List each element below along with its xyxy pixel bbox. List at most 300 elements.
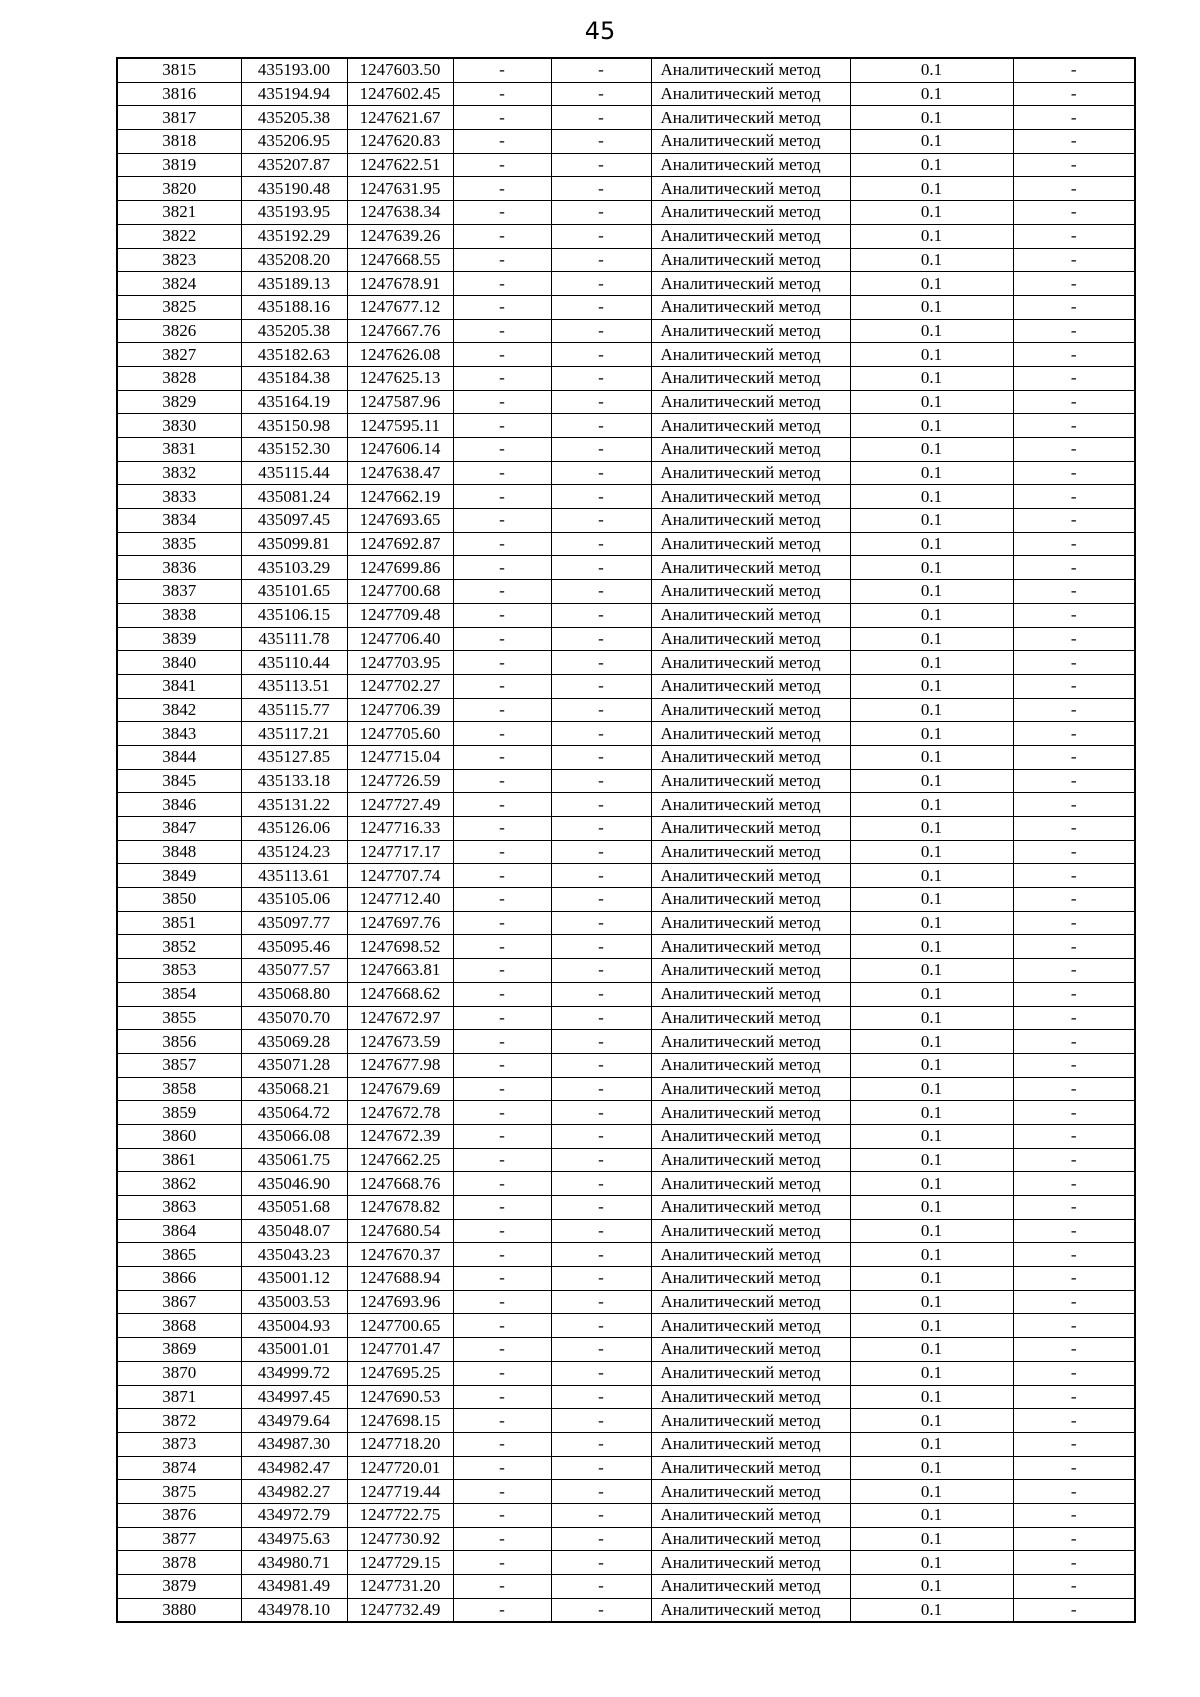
dash-cell-1: - bbox=[453, 485, 551, 509]
y-coordinate-cell: 1247638.47 bbox=[347, 461, 453, 485]
y-coordinate-cell: 1247695.25 bbox=[347, 1361, 453, 1385]
point-number-cell: 3837 bbox=[117, 580, 241, 604]
accuracy-cell: 0.1 bbox=[850, 414, 1013, 438]
table-row bbox=[117, 82, 1135, 106]
dash-cell-2: - bbox=[551, 698, 651, 722]
method-cell: Аналитический метод bbox=[651, 82, 850, 106]
table-row bbox=[117, 698, 1135, 722]
dash-cell-2: - bbox=[551, 1219, 651, 1243]
dash-cell-3: - bbox=[1013, 1456, 1135, 1480]
dash-cell-2: - bbox=[551, 438, 651, 462]
method-cell: Аналитический метод bbox=[651, 1290, 850, 1314]
x-coordinate-cell: 435188.16 bbox=[241, 295, 347, 319]
x-coordinate-cell: 435046.90 bbox=[241, 1172, 347, 1196]
point-number-cell: 3863 bbox=[117, 1196, 241, 1220]
dash-cell-2: - bbox=[551, 1409, 651, 1433]
dash-cell-1: - bbox=[453, 1124, 551, 1148]
table-row bbox=[117, 651, 1135, 675]
table-row bbox=[117, 1338, 1135, 1362]
y-coordinate-cell: 1247726.59 bbox=[347, 769, 453, 793]
table-row bbox=[117, 674, 1135, 698]
x-coordinate-cell: 435001.12 bbox=[241, 1267, 347, 1291]
method-cell: Аналитический метод bbox=[651, 840, 850, 864]
y-coordinate-cell: 1247732.49 bbox=[347, 1598, 453, 1622]
accuracy-cell: 0.1 bbox=[850, 1361, 1013, 1385]
method-cell: Аналитический метод bbox=[651, 1409, 850, 1433]
dash-cell-1: - bbox=[453, 248, 551, 272]
dash-cell-2: - bbox=[551, 82, 651, 106]
accuracy-cell: 0.1 bbox=[850, 1385, 1013, 1409]
table-row bbox=[117, 817, 1135, 841]
y-coordinate-cell: 1247677.98 bbox=[347, 1053, 453, 1077]
dash-cell-3: - bbox=[1013, 1503, 1135, 1527]
point-number-cell: 3866 bbox=[117, 1267, 241, 1291]
point-number-cell: 3857 bbox=[117, 1053, 241, 1077]
dash-cell-1: - bbox=[453, 1267, 551, 1291]
dash-cell-3: - bbox=[1013, 1432, 1135, 1456]
dash-cell-1: - bbox=[453, 532, 551, 556]
dash-cell-1: - bbox=[453, 343, 551, 367]
y-coordinate-cell: 1247722.75 bbox=[347, 1503, 453, 1527]
y-coordinate-cell: 1247603.50 bbox=[347, 58, 453, 82]
dash-cell-2: - bbox=[551, 1172, 651, 1196]
table-row bbox=[117, 414, 1135, 438]
dash-cell-1: - bbox=[453, 1361, 551, 1385]
table-row bbox=[117, 959, 1135, 983]
table-row bbox=[117, 1432, 1135, 1456]
accuracy-cell: 0.1 bbox=[850, 1006, 1013, 1030]
method-cell: Аналитический метод bbox=[651, 366, 850, 390]
method-cell: Аналитический метод bbox=[651, 1456, 850, 1480]
dash-cell-1: - bbox=[453, 1409, 551, 1433]
table-row bbox=[117, 1243, 1135, 1267]
x-coordinate-cell: 434980.71 bbox=[241, 1551, 347, 1575]
dash-cell-1: - bbox=[453, 82, 551, 106]
method-cell: Аналитический метод bbox=[651, 1385, 850, 1409]
dash-cell-1: - bbox=[453, 1503, 551, 1527]
table-row bbox=[117, 1551, 1135, 1575]
method-cell: Аналитический метод bbox=[651, 1196, 850, 1220]
method-cell: Аналитический метод bbox=[651, 414, 850, 438]
dash-cell-2: - bbox=[551, 272, 651, 296]
table-row bbox=[117, 1148, 1135, 1172]
dash-cell-1: - bbox=[453, 509, 551, 533]
point-number-cell: 3842 bbox=[117, 698, 241, 722]
dash-cell-3: - bbox=[1013, 1148, 1135, 1172]
method-cell: Аналитический метод bbox=[651, 58, 850, 82]
point-number-cell: 3879 bbox=[117, 1575, 241, 1599]
accuracy-cell: 0.1 bbox=[850, 295, 1013, 319]
accuracy-cell: 0.1 bbox=[850, 58, 1013, 82]
method-cell: Аналитический метод bbox=[651, 911, 850, 935]
x-coordinate-cell: 435097.77 bbox=[241, 911, 347, 935]
accuracy-cell: 0.1 bbox=[850, 1148, 1013, 1172]
dash-cell-2: - bbox=[551, 651, 651, 675]
x-coordinate-cell: 435190.48 bbox=[241, 177, 347, 201]
y-coordinate-cell: 1247692.87 bbox=[347, 532, 453, 556]
point-number-cell: 3872 bbox=[117, 1409, 241, 1433]
x-coordinate-cell: 434978.10 bbox=[241, 1598, 347, 1622]
x-coordinate-cell: 435103.29 bbox=[241, 556, 347, 580]
x-coordinate-cell: 435099.81 bbox=[241, 532, 347, 556]
x-coordinate-cell: 435206.95 bbox=[241, 130, 347, 154]
point-number-cell: 3834 bbox=[117, 509, 241, 533]
y-coordinate-cell: 1247672.39 bbox=[347, 1124, 453, 1148]
y-coordinate-cell: 1247703.95 bbox=[347, 651, 453, 675]
point-number-cell: 3870 bbox=[117, 1361, 241, 1385]
method-cell: Аналитический метод bbox=[651, 1053, 850, 1077]
y-coordinate-cell: 1247622.51 bbox=[347, 153, 453, 177]
method-cell: Аналитический метод bbox=[651, 556, 850, 580]
table-row bbox=[117, 745, 1135, 769]
y-coordinate-cell: 1247673.59 bbox=[347, 1030, 453, 1054]
dash-cell-1: - bbox=[453, 153, 551, 177]
point-number-cell: 3856 bbox=[117, 1030, 241, 1054]
table-row bbox=[117, 58, 1135, 82]
accuracy-cell: 0.1 bbox=[850, 319, 1013, 343]
dash-cell-1: - bbox=[453, 603, 551, 627]
accuracy-cell: 0.1 bbox=[850, 888, 1013, 912]
y-coordinate-cell: 1247715.04 bbox=[347, 745, 453, 769]
point-number-cell: 3844 bbox=[117, 745, 241, 769]
table-row bbox=[117, 627, 1135, 651]
method-cell: Аналитический метод bbox=[651, 722, 850, 746]
dash-cell-1: - bbox=[453, 864, 551, 888]
accuracy-cell: 0.1 bbox=[850, 130, 1013, 154]
accuracy-cell: 0.1 bbox=[850, 1527, 1013, 1551]
dash-cell-3: - bbox=[1013, 1124, 1135, 1148]
x-coordinate-cell: 435106.15 bbox=[241, 603, 347, 627]
method-cell: Аналитический метод bbox=[651, 888, 850, 912]
dash-cell-3: - bbox=[1013, 295, 1135, 319]
method-cell: Аналитический метод bbox=[651, 532, 850, 556]
table-row bbox=[117, 580, 1135, 604]
x-coordinate-cell: 435077.57 bbox=[241, 959, 347, 983]
dash-cell-1: - bbox=[453, 1385, 551, 1409]
table-row bbox=[117, 840, 1135, 864]
dash-cell-2: - bbox=[551, 959, 651, 983]
method-cell: Аналитический метод bbox=[651, 603, 850, 627]
accuracy-cell: 0.1 bbox=[850, 532, 1013, 556]
point-number-cell: 3865 bbox=[117, 1243, 241, 1267]
point-number-cell: 3853 bbox=[117, 959, 241, 983]
y-coordinate-cell: 1247688.94 bbox=[347, 1267, 453, 1291]
table-row bbox=[117, 769, 1135, 793]
method-cell: Аналитический метод bbox=[651, 864, 850, 888]
point-number-cell: 3848 bbox=[117, 840, 241, 864]
dash-cell-3: - bbox=[1013, 1030, 1135, 1054]
dash-cell-2: - bbox=[551, 248, 651, 272]
dash-cell-1: - bbox=[453, 177, 551, 201]
dash-cell-1: - bbox=[453, 722, 551, 746]
y-coordinate-cell: 1247727.49 bbox=[347, 793, 453, 817]
point-number-cell: 3864 bbox=[117, 1219, 241, 1243]
dash-cell-1: - bbox=[453, 1551, 551, 1575]
dash-cell-3: - bbox=[1013, 414, 1135, 438]
accuracy-cell: 0.1 bbox=[850, 366, 1013, 390]
dash-cell-3: - bbox=[1013, 461, 1135, 485]
accuracy-cell: 0.1 bbox=[850, 817, 1013, 841]
dash-cell-3: - bbox=[1013, 911, 1135, 935]
dash-cell-3: - bbox=[1013, 627, 1135, 651]
table-row bbox=[117, 532, 1135, 556]
y-coordinate-cell: 1247700.65 bbox=[347, 1314, 453, 1338]
dash-cell-3: - bbox=[1013, 1077, 1135, 1101]
y-coordinate-cell: 1247662.19 bbox=[347, 485, 453, 509]
x-coordinate-cell: 435004.93 bbox=[241, 1314, 347, 1338]
x-coordinate-cell: 434982.27 bbox=[241, 1480, 347, 1504]
dash-cell-2: - bbox=[551, 911, 651, 935]
point-number-cell: 3817 bbox=[117, 106, 241, 130]
method-cell: Аналитический метод bbox=[651, 674, 850, 698]
x-coordinate-cell: 434999.72 bbox=[241, 1361, 347, 1385]
dash-cell-2: - bbox=[551, 1243, 651, 1267]
dash-cell-1: - bbox=[453, 580, 551, 604]
dash-cell-3: - bbox=[1013, 1527, 1135, 1551]
accuracy-cell: 0.1 bbox=[850, 438, 1013, 462]
dash-cell-1: - bbox=[453, 1030, 551, 1054]
dash-cell-2: - bbox=[551, 485, 651, 509]
table-row bbox=[117, 1456, 1135, 1480]
method-cell: Аналитический метод bbox=[651, 1148, 850, 1172]
y-coordinate-cell: 1247701.47 bbox=[347, 1338, 453, 1362]
dash-cell-1: - bbox=[453, 674, 551, 698]
accuracy-cell: 0.1 bbox=[850, 1338, 1013, 1362]
dash-cell-1: - bbox=[453, 414, 551, 438]
dash-cell-2: - bbox=[551, 1503, 651, 1527]
table-row bbox=[117, 982, 1135, 1006]
dash-cell-1: - bbox=[453, 319, 551, 343]
accuracy-cell: 0.1 bbox=[850, 1219, 1013, 1243]
table-row bbox=[117, 248, 1135, 272]
dash-cell-3: - bbox=[1013, 58, 1135, 82]
point-number-cell: 3877 bbox=[117, 1527, 241, 1551]
table-row bbox=[117, 1290, 1135, 1314]
y-coordinate-cell: 1247706.40 bbox=[347, 627, 453, 651]
x-coordinate-cell: 435126.06 bbox=[241, 817, 347, 841]
dash-cell-2: - bbox=[551, 1267, 651, 1291]
table-row bbox=[117, 1385, 1135, 1409]
dash-cell-3: - bbox=[1013, 1053, 1135, 1077]
point-number-cell: 3860 bbox=[117, 1124, 241, 1148]
accuracy-cell: 0.1 bbox=[850, 1077, 1013, 1101]
point-number-cell: 3859 bbox=[117, 1101, 241, 1125]
dash-cell-2: - bbox=[551, 1006, 651, 1030]
dash-cell-3: - bbox=[1013, 366, 1135, 390]
y-coordinate-cell: 1247678.91 bbox=[347, 272, 453, 296]
y-coordinate-cell: 1247662.25 bbox=[347, 1148, 453, 1172]
point-number-cell: 3854 bbox=[117, 982, 241, 1006]
accuracy-cell: 0.1 bbox=[850, 580, 1013, 604]
method-cell: Аналитический метод bbox=[651, 224, 850, 248]
x-coordinate-cell: 435194.94 bbox=[241, 82, 347, 106]
y-coordinate-cell: 1247625.13 bbox=[347, 366, 453, 390]
table-row bbox=[117, 1219, 1135, 1243]
point-number-cell: 3846 bbox=[117, 793, 241, 817]
table-row bbox=[117, 793, 1135, 817]
point-number-cell: 3876 bbox=[117, 1503, 241, 1527]
point-number-cell: 3827 bbox=[117, 343, 241, 367]
point-number-cell: 3840 bbox=[117, 651, 241, 675]
dash-cell-2: - bbox=[551, 1196, 651, 1220]
table-row bbox=[117, 390, 1135, 414]
dash-cell-2: - bbox=[551, 106, 651, 130]
dash-cell-2: - bbox=[551, 580, 651, 604]
dash-cell-2: - bbox=[551, 864, 651, 888]
point-number-cell: 3855 bbox=[117, 1006, 241, 1030]
table-row bbox=[117, 1172, 1135, 1196]
dash-cell-2: - bbox=[551, 935, 651, 959]
accuracy-cell: 0.1 bbox=[850, 793, 1013, 817]
table-row bbox=[117, 1006, 1135, 1030]
dash-cell-3: - bbox=[1013, 177, 1135, 201]
y-coordinate-cell: 1247680.54 bbox=[347, 1219, 453, 1243]
dash-cell-1: - bbox=[453, 366, 551, 390]
x-coordinate-cell: 434982.47 bbox=[241, 1456, 347, 1480]
dash-cell-1: - bbox=[453, 556, 551, 580]
dash-cell-2: - bbox=[551, 224, 651, 248]
dash-cell-3: - bbox=[1013, 1480, 1135, 1504]
table-row bbox=[117, 1575, 1135, 1599]
method-cell: Аналитический метод bbox=[651, 817, 850, 841]
method-cell: Аналитический метод bbox=[651, 248, 850, 272]
point-number-cell: 3825 bbox=[117, 295, 241, 319]
dash-cell-3: - bbox=[1013, 1219, 1135, 1243]
y-coordinate-cell: 1247693.96 bbox=[347, 1290, 453, 1314]
x-coordinate-cell: 435081.24 bbox=[241, 485, 347, 509]
dash-cell-3: - bbox=[1013, 438, 1135, 462]
table-row bbox=[117, 888, 1135, 912]
dash-cell-2: - bbox=[551, 769, 651, 793]
method-cell: Аналитический метод bbox=[651, 982, 850, 1006]
table-row bbox=[117, 106, 1135, 130]
point-number-cell: 3833 bbox=[117, 485, 241, 509]
dash-cell-2: - bbox=[551, 414, 651, 438]
method-cell: Аналитический метод bbox=[651, 390, 850, 414]
y-coordinate-cell: 1247709.48 bbox=[347, 603, 453, 627]
dash-cell-1: - bbox=[453, 888, 551, 912]
accuracy-cell: 0.1 bbox=[850, 1409, 1013, 1433]
y-coordinate-cell: 1247602.45 bbox=[347, 82, 453, 106]
accuracy-cell: 0.1 bbox=[850, 674, 1013, 698]
dash-cell-1: - bbox=[453, 106, 551, 130]
method-cell: Аналитический метод bbox=[651, 1432, 850, 1456]
x-coordinate-cell: 435001.01 bbox=[241, 1338, 347, 1362]
dash-cell-2: - bbox=[551, 556, 651, 580]
accuracy-cell: 0.1 bbox=[850, 390, 1013, 414]
point-number-cell: 3832 bbox=[117, 461, 241, 485]
y-coordinate-cell: 1247626.08 bbox=[347, 343, 453, 367]
dash-cell-3: - bbox=[1013, 935, 1135, 959]
dash-cell-3: - bbox=[1013, 106, 1135, 130]
accuracy-cell: 0.1 bbox=[850, 603, 1013, 627]
accuracy-cell: 0.1 bbox=[850, 698, 1013, 722]
y-coordinate-cell: 1247690.53 bbox=[347, 1385, 453, 1409]
dash-cell-3: - bbox=[1013, 769, 1135, 793]
dash-cell-3: - bbox=[1013, 532, 1135, 556]
dash-cell-3: - bbox=[1013, 201, 1135, 225]
method-cell: Аналитический метод bbox=[651, 793, 850, 817]
dash-cell-3: - bbox=[1013, 1101, 1135, 1125]
dash-cell-3: - bbox=[1013, 390, 1135, 414]
table-row bbox=[117, 1101, 1135, 1125]
dash-cell-3: - bbox=[1013, 272, 1135, 296]
dash-cell-1: - bbox=[453, 651, 551, 675]
accuracy-cell: 0.1 bbox=[850, 1551, 1013, 1575]
method-cell: Аналитический метод bbox=[651, 627, 850, 651]
point-number-cell: 3869 bbox=[117, 1338, 241, 1362]
dash-cell-2: - bbox=[551, 1124, 651, 1148]
table-row bbox=[117, 438, 1135, 462]
accuracy-cell: 0.1 bbox=[850, 1053, 1013, 1077]
dash-cell-2: - bbox=[551, 1551, 651, 1575]
point-number-cell: 3818 bbox=[117, 130, 241, 154]
accuracy-cell: 0.1 bbox=[850, 1172, 1013, 1196]
accuracy-cell: 0.1 bbox=[850, 1243, 1013, 1267]
dash-cell-2: - bbox=[551, 1077, 651, 1101]
method-cell: Аналитический метод bbox=[651, 1219, 850, 1243]
point-number-cell: 3839 bbox=[117, 627, 241, 651]
accuracy-cell: 0.1 bbox=[850, 1480, 1013, 1504]
y-coordinate-cell: 1247693.65 bbox=[347, 509, 453, 533]
accuracy-cell: 0.1 bbox=[850, 1575, 1013, 1599]
y-coordinate-cell: 1247712.40 bbox=[347, 888, 453, 912]
method-cell: Аналитический метод bbox=[651, 580, 850, 604]
x-coordinate-cell: 435207.87 bbox=[241, 153, 347, 177]
y-coordinate-cell: 1247700.68 bbox=[347, 580, 453, 604]
x-coordinate-cell: 435205.38 bbox=[241, 106, 347, 130]
dash-cell-1: - bbox=[453, 295, 551, 319]
dash-cell-2: - bbox=[551, 1480, 651, 1504]
y-coordinate-cell: 1247698.15 bbox=[347, 1409, 453, 1433]
dash-cell-1: - bbox=[453, 438, 551, 462]
dash-cell-2: - bbox=[551, 1432, 651, 1456]
y-coordinate-cell: 1247718.20 bbox=[347, 1432, 453, 1456]
dash-cell-1: - bbox=[453, 461, 551, 485]
method-cell: Аналитический метод bbox=[651, 1361, 850, 1385]
y-coordinate-cell: 1247716.33 bbox=[347, 817, 453, 841]
table-row bbox=[117, 1598, 1135, 1622]
x-coordinate-cell: 435113.51 bbox=[241, 674, 347, 698]
point-number-cell: 3836 bbox=[117, 556, 241, 580]
point-number-cell: 3819 bbox=[117, 153, 241, 177]
table-row bbox=[117, 1480, 1135, 1504]
dash-cell-3: - bbox=[1013, 722, 1135, 746]
dash-cell-1: - bbox=[453, 769, 551, 793]
method-cell: Аналитический метод bbox=[651, 1575, 850, 1599]
table-row bbox=[117, 343, 1135, 367]
accuracy-cell: 0.1 bbox=[850, 1101, 1013, 1125]
dash-cell-1: - bbox=[453, 1243, 551, 1267]
table-row bbox=[117, 911, 1135, 935]
dash-cell-1: - bbox=[453, 1338, 551, 1362]
dash-cell-2: - bbox=[551, 390, 651, 414]
x-coordinate-cell: 435064.72 bbox=[241, 1101, 347, 1125]
x-coordinate-cell: 435182.63 bbox=[241, 343, 347, 367]
point-number-cell: 3830 bbox=[117, 414, 241, 438]
y-coordinate-cell: 1247606.14 bbox=[347, 438, 453, 462]
x-coordinate-cell: 435071.28 bbox=[241, 1053, 347, 1077]
point-number-cell: 3821 bbox=[117, 201, 241, 225]
y-coordinate-cell: 1247639.26 bbox=[347, 224, 453, 248]
y-coordinate-cell: 1247678.82 bbox=[347, 1196, 453, 1220]
accuracy-cell: 0.1 bbox=[850, 1196, 1013, 1220]
dash-cell-1: - bbox=[453, 1290, 551, 1314]
x-coordinate-cell: 435111.78 bbox=[241, 627, 347, 651]
dash-cell-3: - bbox=[1013, 745, 1135, 769]
dash-cell-3: - bbox=[1013, 603, 1135, 627]
table-row bbox=[117, 1361, 1135, 1385]
